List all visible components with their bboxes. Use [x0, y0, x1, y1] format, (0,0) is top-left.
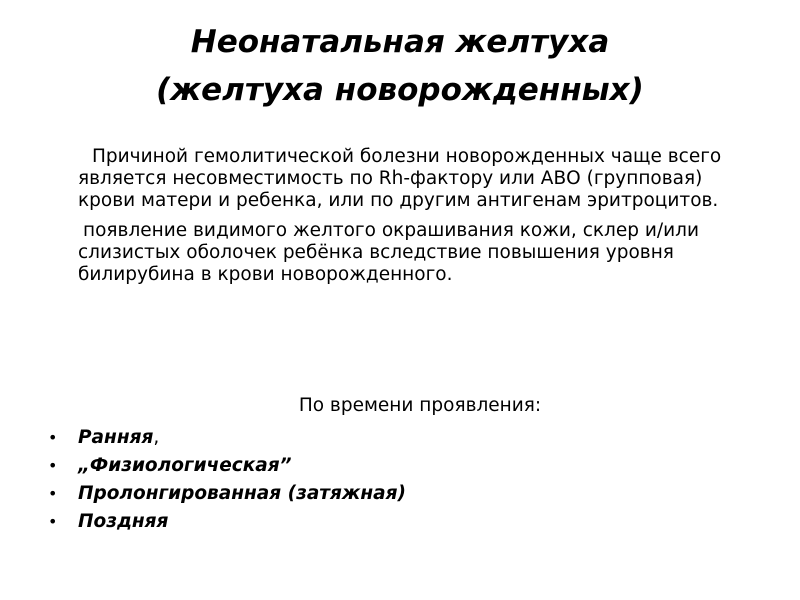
- list-item-physiological: [48, 452, 406, 480]
- title-line-2: (желтуха новорожденных): [156, 72, 644, 108]
- slide-title: [0, 18, 800, 114]
- classification-list: [48, 424, 406, 536]
- list-item-label: Ранняя: [78, 427, 154, 448]
- classification-subheading: По времени проявления:: [298, 395, 542, 416]
- title-line-1: Неонатальная желтуха: [190, 24, 610, 60]
- bullet-icon: •: [48, 512, 58, 531]
- list-item-early: [48, 424, 406, 452]
- list-item-label: Поздняя: [78, 511, 169, 532]
- list-item-late: [48, 508, 406, 536]
- bullet-icon: •: [48, 484, 58, 503]
- list-item-label: Пролонгированная (затяжная): [78, 483, 406, 504]
- list-item-prolonged: [48, 480, 406, 508]
- bullet-icon: •: [48, 428, 58, 447]
- body-text: [78, 146, 758, 286]
- list-item-label: „Физиологическая”: [78, 455, 292, 476]
- paragraph-definition: появление видимого желтого окрашивания кожи, склер и/или слизистых оболочек ребёнка вследствие повышения уровня билирубина в крови новорожденного.: [78, 220, 699, 285]
- bullet-icon: •: [48, 456, 58, 475]
- list-item-suffix: ,: [153, 427, 160, 448]
- paragraph-cause: Причиной гемолитической болезни новорожденных чаще всего является несовместимость по Rh-фактору или АВО (групповая) крови матери и ребенка, или по другим антигенам эритроцитов.: [78, 146, 722, 211]
